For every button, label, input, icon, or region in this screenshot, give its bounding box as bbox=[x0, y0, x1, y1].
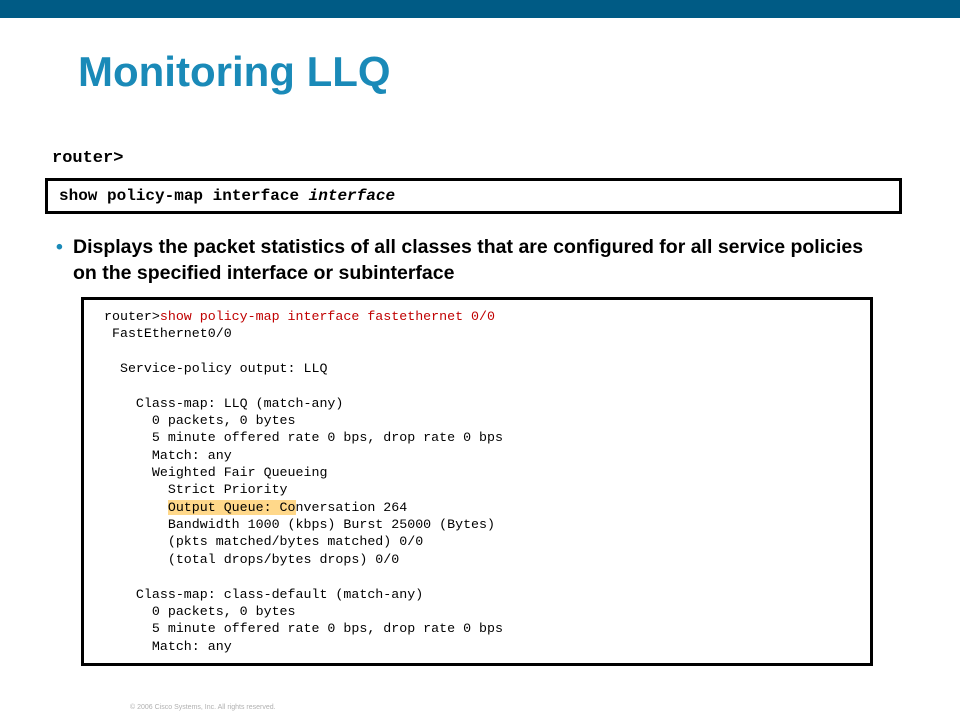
output-line: 0 packets, 0 bytes bbox=[151, 603, 296, 619]
output-line: Match: any bbox=[104, 638, 232, 654]
highlight-rest: nversation 264 bbox=[295, 499, 408, 515]
output-line: 5 minute offered rate 0 bps, drop rate 0 bps bbox=[151, 621, 503, 637]
output-line: FastEthernet0/0 bbox=[111, 326, 232, 342]
command-syntax: show policy-map interface bbox=[59, 187, 309, 205]
highlighted-output-queue: Output Queue: Co bbox=[167, 499, 296, 515]
output-line: Match: any bbox=[151, 447, 232, 463]
router-prompt: router> bbox=[52, 149, 124, 168]
output-line: Class-map: LLQ (match-any) bbox=[135, 395, 344, 411]
output-line: Class-map: class-default (match-any) bbox=[135, 586, 424, 602]
output-line: (total drops/bytes drops) 0/0 bbox=[167, 551, 400, 567]
output-line: Weighted Fair Queueing bbox=[151, 465, 328, 481]
bullet-item bbox=[56, 234, 886, 286]
command-syntax-box bbox=[45, 178, 902, 214]
cli-output bbox=[104, 308, 870, 655]
output-line: 5 minute offered rate 0 bps, drop rate 0 bps bbox=[151, 430, 503, 446]
bullet-icon: • bbox=[56, 236, 63, 258]
output-line: Bandwidth 1000 (kbps) Burst 25000 (Bytes) bbox=[167, 517, 495, 533]
output-line: 0 packets, 0 bytes bbox=[151, 413, 296, 429]
copyright-footer: © 2006 Cisco Systems, Inc. All rights reserved. bbox=[130, 704, 276, 711]
bullet-text: Displays the packet statistics of all classes that are configured for all service policies on the specified interface or subinterface bbox=[73, 236, 864, 284]
slide-title: Monitoring LLQ bbox=[78, 48, 391, 95]
output-lines-before bbox=[104, 326, 503, 497]
top-bar bbox=[0, 0, 960, 18]
output-line: Strict Priority bbox=[104, 482, 288, 498]
output-line: (pkts matched/bytes matched) 0/0 bbox=[167, 534, 424, 550]
output-command: show policy-map interface fastethernet 0/0 bbox=[159, 309, 495, 324]
output-lines-after bbox=[104, 517, 503, 653]
cli-output-box bbox=[81, 297, 873, 666]
output-prompt: router> bbox=[104, 309, 160, 324]
command-argument: interface bbox=[308, 187, 396, 205]
output-line: Service-policy output: LLQ bbox=[119, 361, 328, 377]
highlight-indent bbox=[104, 500, 168, 515]
